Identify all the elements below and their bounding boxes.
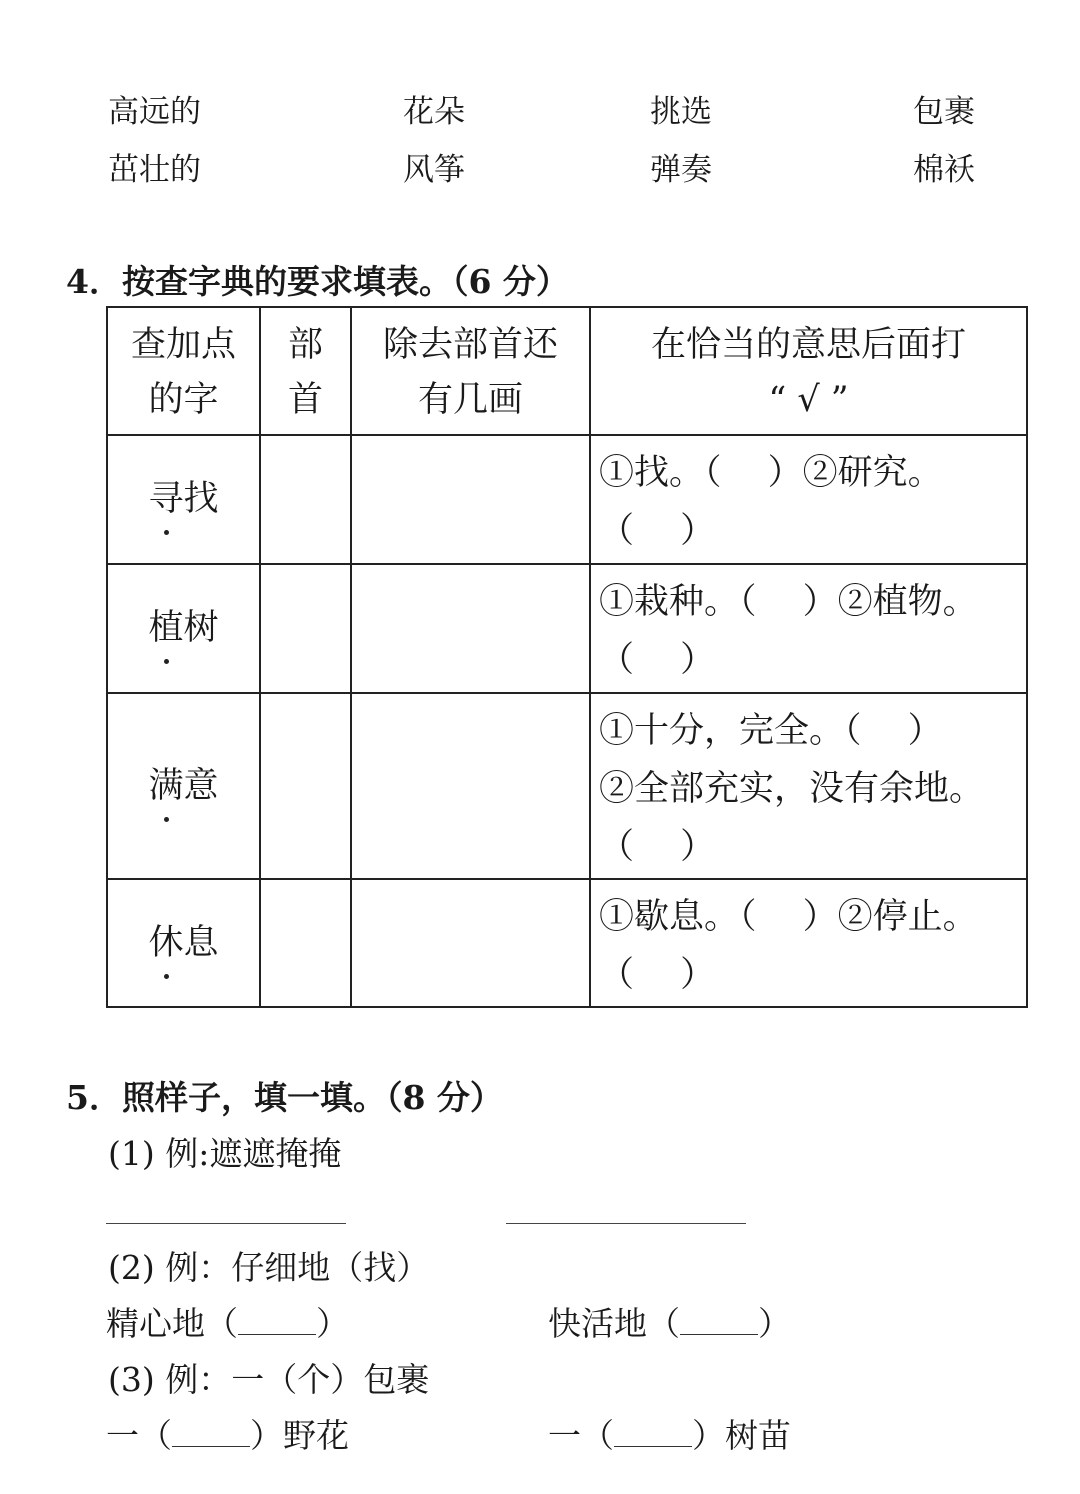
answer-blank-2[interactable]	[506, 1223, 746, 1224]
row-word: 植树	[107, 564, 260, 693]
q5-part1-example: (1) 例:遮遮掩掩	[108, 1134, 342, 1173]
row-word: 满意	[107, 693, 260, 879]
word-r1-c1: 高远的	[108, 94, 201, 130]
row-word: 寻找	[107, 435, 260, 564]
q5-part2-item-a: 精心地（ ）	[106, 1304, 349, 1343]
table-row	[107, 435, 1027, 564]
meaning-options[interactable]: ①十分，完全。（ ） ②全部充实，没有余地。 （ ）	[590, 693, 1027, 879]
header-char: 查加点 的字	[107, 307, 260, 435]
radical-cell[interactable]	[260, 693, 351, 879]
word-r2-c4: 棉袄	[913, 152, 975, 188]
word-r2-c1: 茁壮的	[108, 152, 201, 188]
strokes-cell[interactable]	[351, 435, 590, 564]
strokes-cell[interactable]	[351, 693, 590, 879]
row-word: 休息	[107, 879, 260, 1007]
answer-blank-6[interactable]	[614, 1420, 692, 1447]
answer-blank-3[interactable]	[238, 1308, 316, 1335]
q5-part3-item-a: 一（ ）野花	[106, 1416, 349, 1455]
word-r1-c3: 挑选	[650, 94, 712, 130]
dictionary-table	[106, 306, 1028, 1008]
header-radical: 部 首	[260, 307, 351, 435]
radical-cell[interactable]	[260, 435, 351, 564]
table-row	[107, 693, 1027, 879]
answer-blank-5[interactable]	[172, 1420, 250, 1447]
q5-part2-example: (2) 例：仔细地（找）	[108, 1248, 430, 1287]
answer-blank-4[interactable]	[680, 1308, 758, 1335]
radical-cell[interactable]	[260, 564, 351, 693]
header-strokes: 除去部首还 有几画	[351, 307, 590, 435]
word-r1-c4: 包裹	[913, 94, 975, 130]
q5-part3-example: (3) 例：一（个）包裹	[108, 1360, 430, 1399]
radical-cell[interactable]	[260, 879, 351, 1007]
q4-heading: 4．按查字典的要求填表。（6 分）	[66, 262, 569, 301]
meaning-options[interactable]: ①歇息。（ ）②停止。 （ ）	[590, 879, 1027, 1007]
q5-part2-item-b: 快活地（ ）	[548, 1304, 791, 1343]
strokes-cell[interactable]	[351, 879, 590, 1007]
word-r1-c2: 花朵	[403, 94, 465, 130]
header-meaning: 在恰当的意思后面打 “ √ ”	[590, 307, 1027, 435]
strokes-cell[interactable]	[351, 564, 590, 693]
meaning-options[interactable]: ①栽种。（ ）②植物。 （ ）	[590, 564, 1027, 693]
answer-blank-1[interactable]	[106, 1223, 346, 1224]
word-r2-c2: 风筝	[403, 152, 465, 188]
meaning-options[interactable]: ①找。（ ）②研究。 （ ）	[590, 435, 1027, 564]
table-row	[107, 879, 1027, 1007]
q5-heading: 5．照样子，填一填。（8 分）	[66, 1078, 503, 1117]
table-header-row	[107, 307, 1027, 435]
word-r2-c3: 弹奏	[650, 152, 712, 188]
q5-part3-item-b: 一（ ）树苗	[548, 1416, 791, 1455]
table-row	[107, 564, 1027, 693]
